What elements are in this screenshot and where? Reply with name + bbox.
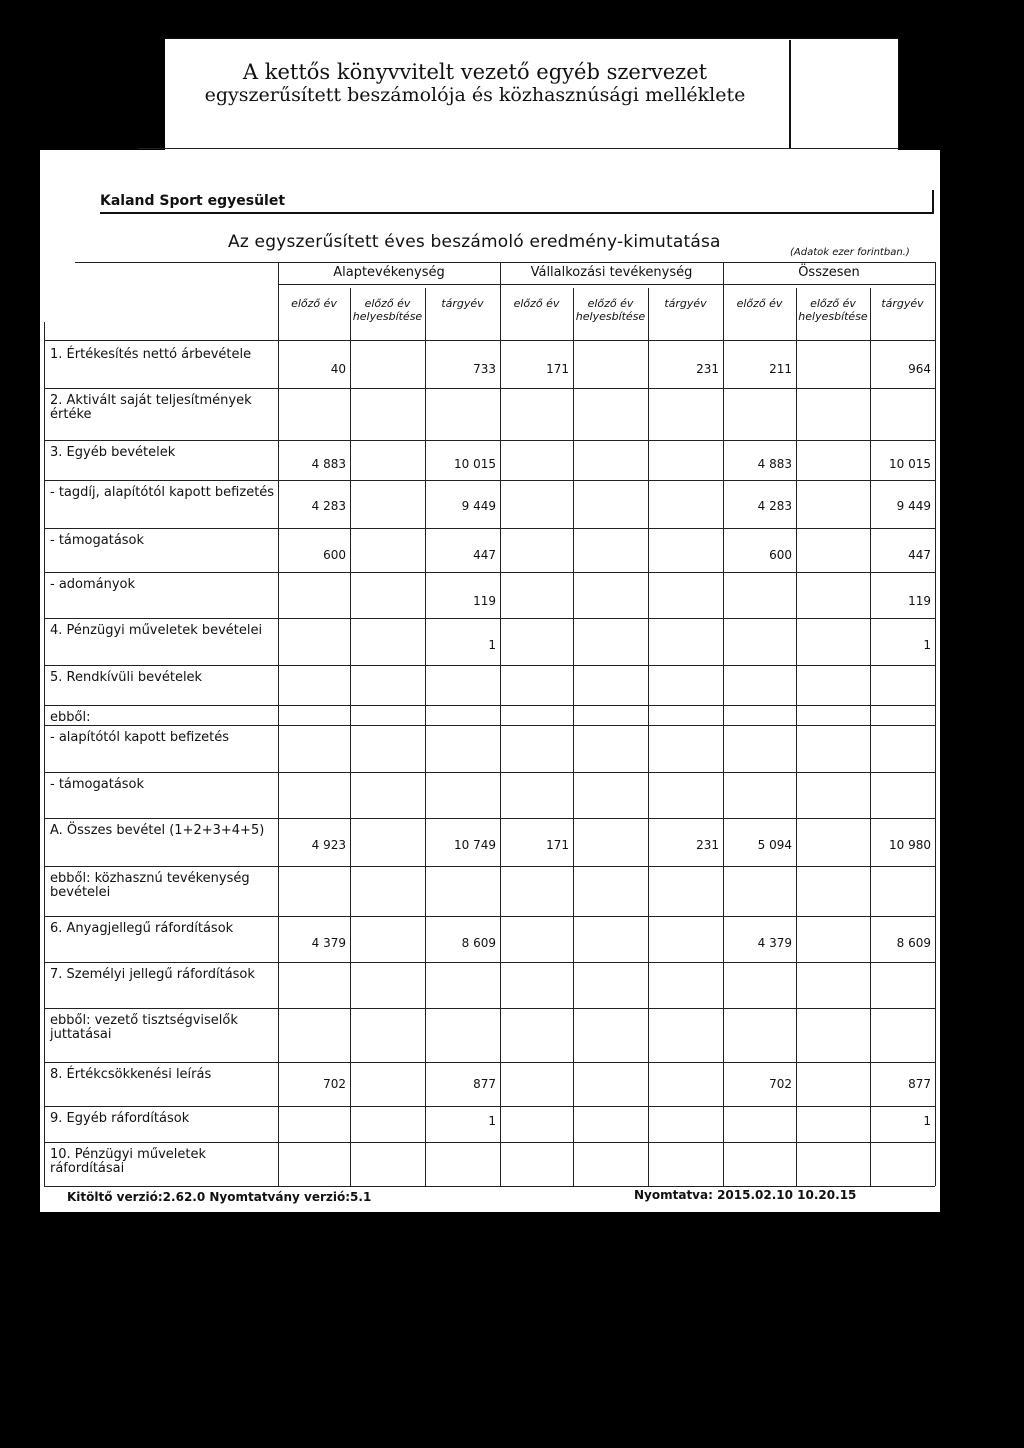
table-cell-value: 447 (908, 548, 931, 562)
table-cell-value: 10 749 (454, 838, 496, 852)
table-cell-value: 1 (488, 1114, 496, 1128)
table-row-rule (44, 916, 935, 917)
table-row-rule (44, 528, 935, 529)
row-label: 10. Pénzügyi műveletek ráfordításai (50, 1147, 206, 1176)
table-cell-value: 4 379 (311, 936, 346, 950)
row-label: 8. Értékcsökkenési leírás (50, 1067, 212, 1082)
organization-name: Kaland Sport egyesület (100, 193, 286, 209)
table-cell-value: 877 (908, 1077, 931, 1091)
table-row-rule (44, 772, 935, 773)
table-row-rule (44, 818, 935, 819)
column-header-line1: előző év (736, 297, 783, 310)
organization-underline (100, 212, 933, 214)
column-header (648, 297, 723, 310)
table-column-rule (796, 288, 797, 1186)
column-header-line2: helyesbítése (575, 310, 646, 323)
row-label: 4. Pénzügyi műveletek bevételei (50, 623, 263, 638)
table-cell-value: 733 (473, 362, 496, 376)
table-row-rule (44, 1142, 935, 1143)
column-group-header: Összesen (798, 265, 860, 280)
table-cell-value: 877 (473, 1077, 496, 1091)
table-row-rule (44, 388, 935, 389)
table-cell-value: 10 015 (454, 457, 496, 471)
table-cell-value: 1 (923, 638, 931, 652)
table-column-rule (870, 288, 871, 1186)
table-cell-value: 600 (769, 548, 792, 562)
table-row-rule (44, 1008, 935, 1009)
table-left-rule (44, 322, 45, 1186)
table-cell-value: 1 (923, 1114, 931, 1128)
column-group-header: Alaptevékenység (333, 265, 445, 280)
table-cell-value: 964 (908, 362, 931, 376)
row-label: ebből: (50, 710, 91, 725)
row-label: ebből: közhasznú tevékenység bevételei (50, 871, 250, 900)
table-cell-value: 231 (696, 838, 719, 852)
table-cell-value: 119 (908, 594, 931, 608)
column-header (278, 297, 350, 310)
table-cell-value: 8 609 (896, 936, 931, 950)
table-cell-value: 119 (473, 594, 496, 608)
table-cell-value: 4 283 (311, 499, 346, 513)
table-cell-value: 211 (769, 362, 792, 376)
column-header (796, 297, 870, 323)
row-label: - alapítótól kapott befizetés (50, 730, 230, 745)
document-title-line1: A kettős könyvvitelt vezető egyéb szervezet (242, 60, 708, 84)
table-row-rule (44, 705, 935, 706)
table-row-rule (44, 618, 935, 619)
table-column-rule (573, 288, 574, 1186)
row-label: - adományok (50, 577, 136, 592)
row-label: ebből: vezető tisztségviselők juttatásai (50, 1013, 238, 1042)
table-column-rule (723, 262, 724, 1186)
table-row-rule (44, 725, 935, 726)
table-row-rule (44, 665, 935, 666)
column-header-line1: előző év (364, 297, 411, 310)
table-cell-value: 4 379 (757, 936, 792, 950)
column-header (500, 297, 573, 310)
column-header-line2: helyesbítése (798, 310, 868, 323)
column-group-header: Vállalkozási tevékenység (530, 265, 693, 280)
table-cell-value: 40 (330, 362, 346, 376)
column-header (425, 297, 500, 310)
table-cell-value: 5 094 (757, 838, 792, 852)
row-label: - támogatások (50, 533, 145, 548)
table-cell-value: 4 283 (757, 499, 792, 513)
table-column-rule (648, 288, 649, 1186)
table-cell-value: 171 (546, 838, 569, 852)
table-row-rule (44, 962, 935, 963)
row-label: 1. Értékesítés nettó árbevétele (50, 347, 252, 362)
table-row-rule (44, 1062, 935, 1063)
title-box-divider (789, 40, 791, 148)
table-column-rule (278, 262, 279, 1186)
row-label: 9. Egyéb ráfordítások (50, 1111, 190, 1126)
table-column-rule (350, 288, 351, 1186)
table-cell-value: 600 (323, 548, 346, 562)
table-cell-value: 447 (473, 548, 496, 562)
table-row-rule (44, 1106, 935, 1107)
group-header-rule (278, 284, 935, 285)
document-title-line2: egyszerűsített beszámolója és közhasznúsági melléklete (204, 84, 746, 106)
column-header-line2: helyesbítése (352, 310, 423, 323)
print-timestamp-footer: Nyomtatva: 2015.02.10 10.20.15 (634, 1188, 857, 1202)
table-row-rule (44, 440, 935, 441)
table-cell-value: 8 609 (461, 936, 496, 950)
table-cell-value: 4 883 (757, 457, 792, 471)
statement-title: Az egyszerűsített éves beszámoló eredmény-kimutatása (228, 232, 721, 252)
row-label: 6. Anyagjellegű ráfordítások (50, 921, 234, 936)
row-label: 3. Egyéb bevételek (50, 445, 176, 460)
row-label: - tagdíj, alapítótól kapott befizetés (50, 485, 275, 500)
column-header-line1: előző év (291, 297, 337, 310)
table-top-rule (75, 262, 935, 263)
column-header-line1: előző év (587, 297, 634, 310)
table-cell-value: 10 015 (889, 457, 931, 471)
column-header-line1: tárgyév (881, 297, 924, 310)
row-label: A. Összes bevétel (1+2+3+4+5) (50, 823, 265, 838)
title-bottom-rule (138, 148, 898, 149)
table-cell-value: 231 (696, 362, 719, 376)
column-header-line1: előző év (513, 297, 560, 310)
row-label: 5. Rendkívüli bevételek (50, 670, 203, 685)
column-header (723, 297, 796, 310)
table-cell-value: 10 980 (889, 838, 931, 852)
table-row-rule (44, 866, 935, 867)
row-label: 2. Aktivált saját teljesítmények értéke (50, 393, 252, 422)
table-cell-value: 702 (769, 1077, 792, 1091)
row-label: 7. Személyi jellegű ráfordítások (50, 967, 255, 982)
table-cell-value: 4 923 (311, 838, 346, 852)
table-column-rule (500, 262, 501, 1186)
table-cell-value: 4 883 (311, 457, 346, 471)
column-header-line1: tárgyév (664, 297, 707, 310)
table-cell-value: 1 (488, 638, 496, 652)
table-cell-value: 9 449 (896, 499, 931, 513)
column-header (350, 297, 425, 323)
unit-note: (Adatok ezer forintban.) (790, 247, 910, 258)
table-cell-value: 9 449 (461, 499, 496, 513)
table-column-rule (425, 288, 426, 1186)
table-column-rule (935, 262, 936, 1186)
column-header-line1: tárgyév (441, 297, 484, 310)
organization-box-edge (932, 190, 934, 214)
table-row-rule (44, 340, 935, 341)
column-header (573, 297, 648, 323)
table-cell-value: 171 (546, 362, 569, 376)
form-version-footer: Kitöltő verzió:2.62.0 Nyomtatvány verzió:5.1 (67, 1190, 372, 1204)
table-cell-value: 702 (323, 1077, 346, 1091)
column-header (870, 297, 935, 310)
table-row-rule (44, 480, 935, 481)
column-header-line1: előző év (810, 297, 856, 310)
row-label: - támogatások (50, 777, 145, 792)
table-row-rule (44, 572, 935, 573)
